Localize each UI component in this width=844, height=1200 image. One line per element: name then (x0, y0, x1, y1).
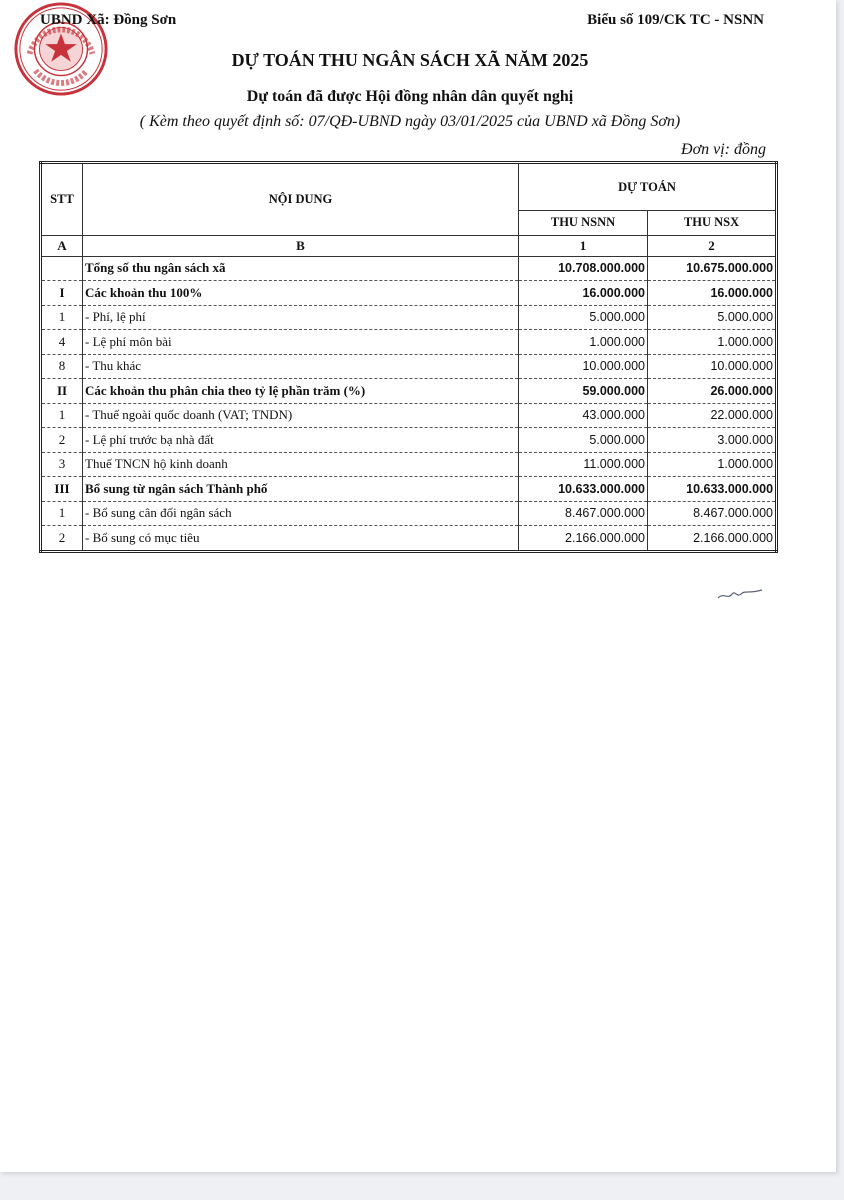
table-row (41, 281, 777, 306)
row-content: - Lệ phí môn bài (83, 330, 519, 355)
row-stt: 3 (41, 452, 83, 477)
table-row (41, 428, 777, 453)
index-cell: B (83, 235, 519, 256)
row-content: - Lệ phí trước bạ nhà đất (83, 428, 519, 453)
document-subtitle: Dự toán đã được Hội đồng nhân dân quyết nghị (246, 88, 574, 105)
header-content: NỘI DUNG (83, 163, 519, 236)
row-thu-nsx: 22.000.000 (648, 403, 777, 428)
row-thu-nsnn: 8.467.000.000 (519, 501, 648, 526)
table-row (41, 379, 777, 404)
row-content: Thuế TNCN hộ kinh doanh (83, 452, 519, 477)
budget-table (39, 161, 778, 553)
header-nsnn: THU NSNN (519, 211, 648, 236)
table-row (41, 330, 777, 355)
row-thu-nsx: 16.000.000 (648, 281, 777, 306)
row-thu-nsnn: 10.708.000.000 (519, 256, 648, 281)
row-thu-nsx: 10.675.000.000 (648, 256, 777, 281)
row-stt: III (41, 477, 83, 502)
table-row (41, 305, 777, 330)
document-title: DỰ TOÁN THU NGÂN SÁCH XÃ NĂM 2025 (231, 50, 589, 70)
row-stt: 1 (41, 305, 83, 330)
table-row (41, 501, 777, 526)
row-stt: 8 (41, 354, 83, 379)
row-thu-nsx: 10.633.000.000 (648, 477, 777, 502)
row-stt: 1 (41, 501, 83, 526)
row-thu-nsx: 8.467.000.000 (648, 501, 777, 526)
row-stt: I (41, 281, 83, 306)
row-thu-nsnn: 59.000.000 (519, 379, 648, 404)
table-row (41, 354, 777, 379)
table-row (41, 256, 777, 281)
header-group: DỰ TOÁN (519, 163, 777, 211)
index-cell: A (41, 235, 83, 256)
row-thu-nsnn: 1.000.000 (519, 330, 648, 355)
row-thu-nsx: 10.000.000 (648, 354, 777, 379)
decision-note: ( Kèm theo quyết định số: 07/QĐ-UBND ngày 03/01/2025 của UBND xã Đồng Sơn) (139, 113, 681, 130)
row-stt: 2 (41, 526, 83, 552)
row-thu-nsx: 26.000.000 (648, 379, 777, 404)
row-content: - Thu khác (83, 354, 519, 379)
signature-mark-icon (716, 582, 764, 606)
row-thu-nsnn: 10.633.000.000 (519, 477, 648, 502)
row-stt (41, 256, 83, 281)
row-content: Các khoản thu phân chia theo tỷ lệ phần trăm (%) (83, 379, 519, 404)
row-thu-nsx: 3.000.000 (648, 428, 777, 453)
table-row (41, 477, 777, 502)
unit-label: Đơn vị: đồng (681, 141, 766, 158)
table-row (41, 526, 777, 552)
table-row (41, 403, 777, 428)
issuer-label: UBND Xã: Đồng Sơn (40, 12, 177, 28)
row-thu-nsnn: 43.000.000 (519, 403, 648, 428)
row-thu-nsnn: 5.000.000 (519, 305, 648, 330)
row-content: Các khoản thu 100% (83, 281, 519, 306)
form-number: Biểu số 109/CK TC - NSNN (587, 12, 764, 28)
header-nsx: THU NSX (648, 211, 777, 236)
row-content: - Bổ sung có mục tiêu (83, 526, 519, 552)
row-stt: 4 (41, 330, 83, 355)
row-content: - Bổ sung cân đối ngân sách (83, 501, 519, 526)
row-thu-nsnn: 5.000.000 (519, 428, 648, 453)
row-thu-nsx: 2.166.000.000 (648, 526, 777, 552)
row-thu-nsx: 1.000.000 (648, 330, 777, 355)
row-content: Bổ sung từ ngân sách Thành phố (83, 477, 519, 502)
row-thu-nsnn: 2.166.000.000 (519, 526, 648, 552)
row-content: - Thuế ngoài quốc doanh (VAT; TNDN) (83, 403, 519, 428)
index-cell: 2 (648, 235, 777, 256)
index-row (41, 235, 777, 256)
row-content: Tổng số thu ngân sách xã (83, 256, 519, 281)
row-thu-nsx: 5.000.000 (648, 305, 777, 330)
row-thu-nsnn: 16.000.000 (519, 281, 648, 306)
row-stt: II (41, 379, 83, 404)
row-content: - Phí, lệ phí (83, 305, 519, 330)
index-cell: 1 (519, 235, 648, 256)
row-thu-nsx: 1.000.000 (648, 452, 777, 477)
row-thu-nsnn: 10.000.000 (519, 354, 648, 379)
table-row (41, 452, 777, 477)
row-thu-nsnn: 11.000.000 (519, 452, 648, 477)
row-stt: 1 (41, 403, 83, 428)
header-stt: STT (41, 163, 83, 236)
row-stt: 2 (41, 428, 83, 453)
